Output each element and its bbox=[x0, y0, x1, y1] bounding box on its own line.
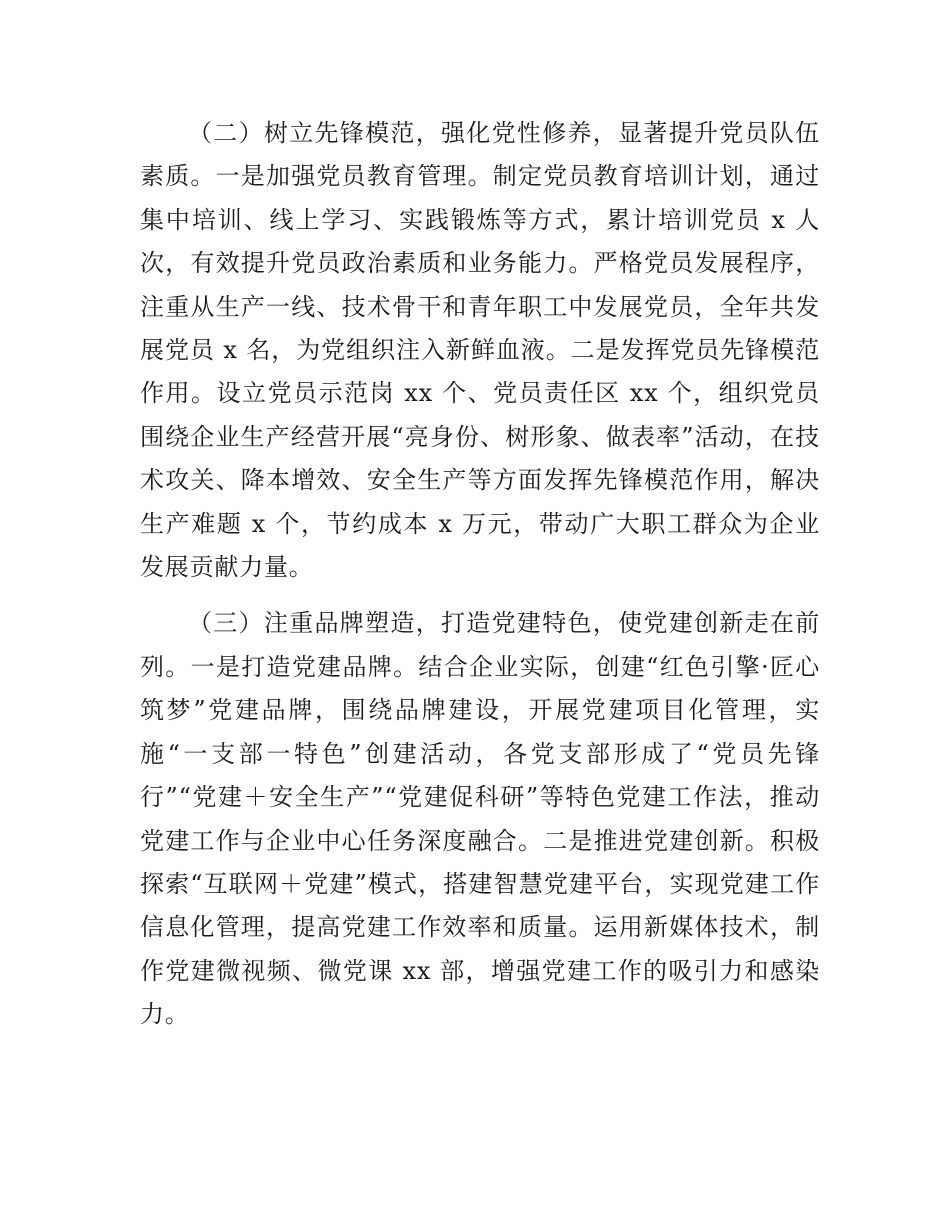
paragraph-section-three: （三）注重品牌塑造，打造党建特色，使党建创新走在前列。一是打造党建品牌。结合企业实际，创建“红色引擎·匠心筑梦”党建品牌，围绕品牌建设，开展党建项目化管理，实施“一支部一特色”创建活动，各党支部形成了“党员先锋行”“党建＋安全生产”“党建促科研”等特色党建工作法，推动党建工作与企业中心任务深度融合。二是推进党建创新。积极探索“互联网＋党建”模式，搭建智慧党建平台，实现党建工作信息化管理，提高党建工作效率和质量。运用新媒体技术，制作党建微视频、微党课 xx 部，增强党建工作的吸引力和感染力。 bbox=[140, 609, 820, 1029]
document-body bbox=[140, 112, 820, 1037]
paragraph-section-two: （二）树立先锋模范，强化党性修养，显著提升党员队伍素质。一是加强党员教育管理。制定党员教育培训计划，通过集中培训、线上学习、实践锻炼等方式，累计培训党员 x 人次，有效提升党员政治素质和业务能力。严格党员发展程序，注重从生产一线、技术骨干和青年职工中发展党员，全年共发展党员 x 名，为党组织注入新鲜血液。二是发挥党员先锋模范作用。设立党员示范岗 xx 个、党员责任区 xx 个，组织党员围绕企业生产经营开展“亮身份、树形象、做表率”活动，在技术攻关、降本增效、安全生产等方面发挥先锋模范作用，解决生产难题 x 个，节约成本 x 万元，带动广大职工群众为企业发展贡献力量。 bbox=[140, 119, 820, 582]
